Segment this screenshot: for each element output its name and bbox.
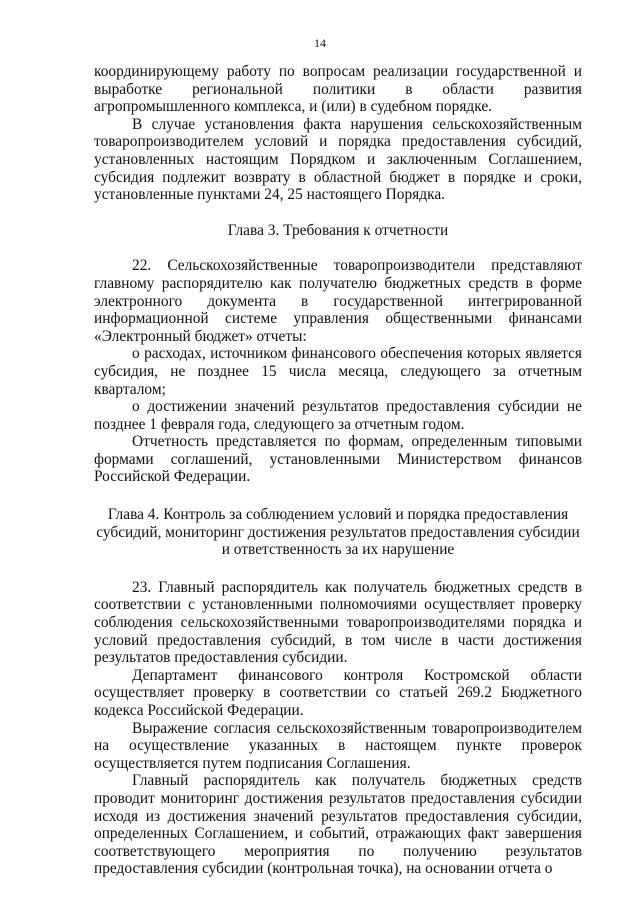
paragraph-monitoring: Главный распорядитель как получатель бюджетных средств проводит мониторинг достижения результатов предоставления субсидии исходя из достижения значений результатов предоставления субсидии, определенных Соглашением, и событий, отражающих факт завершения соответствующего мероприятия по получению результатов предоставления субсидии (контрольная точка), на основании отчета о — [94, 772, 582, 878]
paragraph-consent: Выражение согласия сельскохозяйственным товаропроизводителем на осуществление указанных в настоящем пункте проверок осуществляется путем подписания Соглашения. — [94, 719, 582, 772]
chapter-4-heading-line-2: субсидий, мониторинг достижения результатов предоставления субсидии — [96, 523, 580, 541]
chapter-3-heading: Глава 3. Требования к отчетности — [227, 221, 449, 239]
paragraph-continuation: координирующему работу по вопросам реализации государственной и выработке региональной политики в области развития агропромышленного комплекса, и (или) в судебном порядке. — [94, 63, 582, 116]
paragraph-results-report: о достижении значений результатов предоставления субсидии не позднее 1 февраля года, следующего за отчетным годом. — [94, 398, 582, 433]
paragraph-expenses-report: о расходах, источником финансового обеспечения которых является субсидия, не позднее 15 числа месяца, следующего за отчетным кварталом; — [94, 345, 582, 398]
page-number: 14 — [314, 36, 326, 50]
paragraph-financial-control: Департамент финансового контроля Костромской области осуществляет проверку в соответствии со статьей 269.2 Бюджетного кодекса Российской Федерации. — [94, 666, 582, 719]
paragraph-23: 23. Главный распорядитель как получатель бюджетных средств в соответствии с установленными полномочиями осуществляет проверку соблюдения сельскохозяйственными товаропроизводителями порядка и условий предоставления субсидий, в том числе в части достижения результатов предоставления субсидии. — [94, 578, 582, 667]
paragraph-violation-refund: В случае установления факта нарушения сельскохозяйственным товаропроизводителем условий и порядка предоставления субсидий, установленных настоящим Порядком и заключенным Соглашением, субсидия подлежит возврату в областной бюджет в порядке и сроки, установленные пунктами 24, 25 настоящего Порядка. — [94, 115, 582, 204]
chapter-4-heading-line-3: и ответственность за их нарушение — [221, 541, 455, 559]
paragraph-report-forms: Отчетность представляется по формам, определенным типовыми формами соглашений, установленными Министерством финансов Российской Федерации. — [94, 433, 582, 486]
chapter-4-heading — [94, 506, 582, 559]
paragraph-22: 22. Сельскохозяйственные товаропроизводители представляют главному распорядителю как получателю бюджетных средств в форме электронного документа в государственной интегрированной информационной системе управления общественными финансами «Электронный бюджет» отчеты: — [94, 257, 582, 345]
document-body — [94, 63, 582, 878]
chapter-4-heading-line-1: Глава 4. Контроль за соблюдением условий и порядка предоставления — [107, 506, 569, 524]
